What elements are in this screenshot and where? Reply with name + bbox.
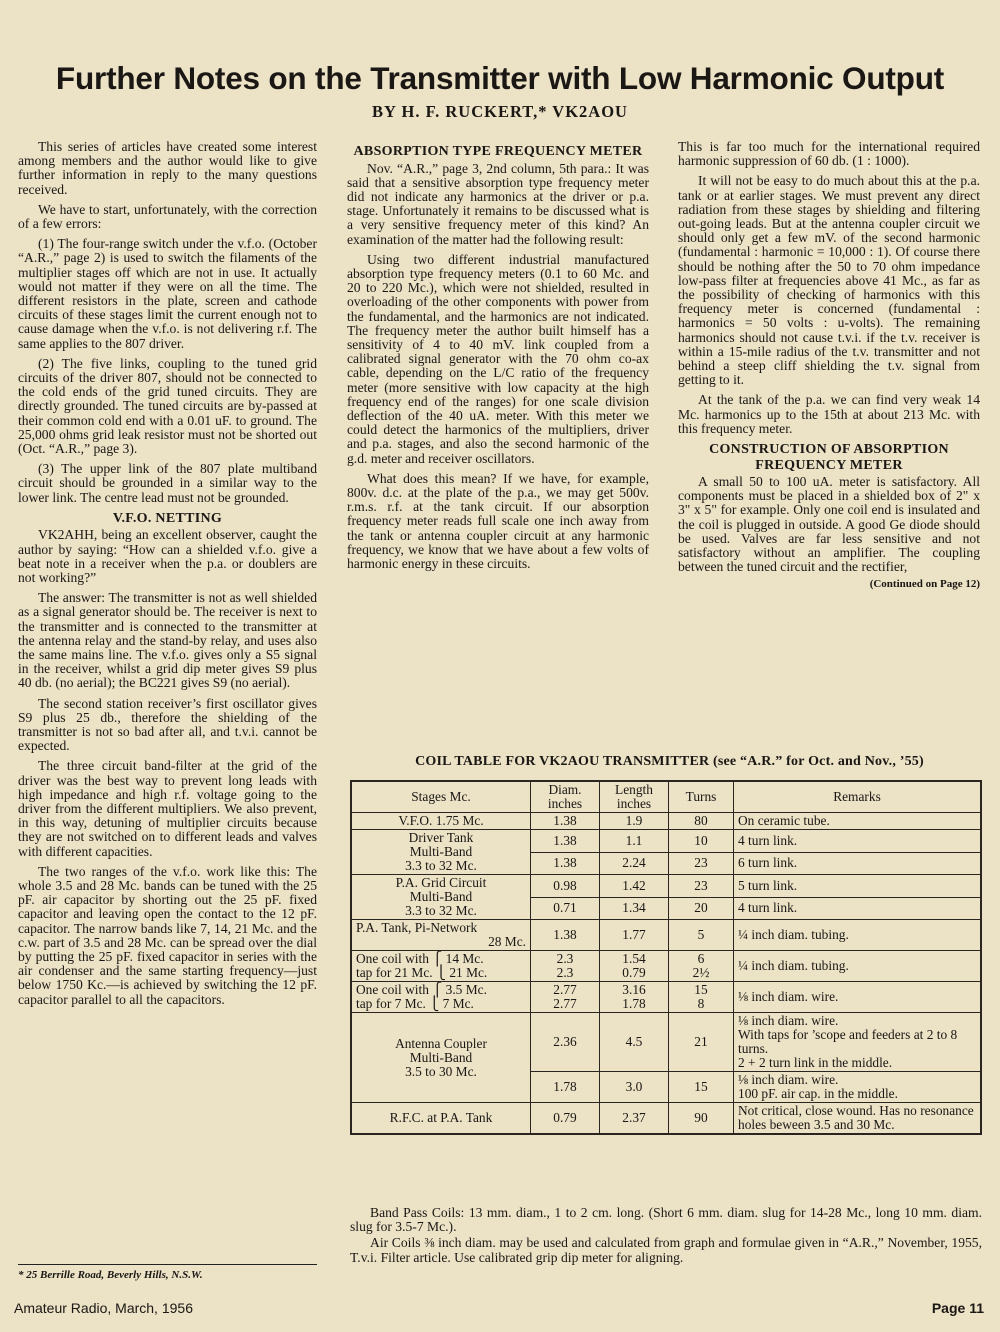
cell-length: 1.42 bbox=[600, 875, 669, 898]
table-header-row bbox=[351, 781, 981, 813]
cell-remark: Not critical, close wound. Has no resonance holes beween 3.5 and 30 Mc. bbox=[734, 1103, 982, 1135]
cell-stage: V.F.O. 1.75 Mc. bbox=[351, 813, 531, 830]
cell-length: 3.0 bbox=[600, 1072, 669, 1103]
stage-line: 28 Mc. bbox=[488, 934, 526, 949]
cell-length bbox=[600, 982, 669, 1013]
cell-remark bbox=[734, 1072, 982, 1103]
paragraph: The three circuit band-filter at the grid of the driver was the best way to prevent long leads with high impedance and high r.f. voltage going to the driver from the different multipliers. We also prevent, in this way, detuning of multiplier circuits because they are not switched on to different leads and valves with different capacities. bbox=[18, 758, 317, 859]
header-remarks: Remarks bbox=[734, 781, 982, 813]
cell-turns bbox=[669, 951, 734, 982]
table-row bbox=[351, 1103, 981, 1135]
continued-note: (Continued on Page 12) bbox=[869, 578, 980, 591]
cell-diam: 0.71 bbox=[531, 897, 600, 920]
table-row bbox=[351, 830, 981, 853]
cell-length: 2.37 bbox=[600, 1103, 669, 1135]
value-line: 2½ bbox=[692, 965, 710, 980]
stage-line: Antenna Coupler bbox=[395, 1035, 487, 1051]
cell-turns bbox=[669, 982, 734, 1013]
value-line: 2.3 bbox=[556, 951, 574, 966]
section-heading: V.F.O. NETTING bbox=[112, 510, 223, 526]
cell-remark: On ceramic tube. bbox=[734, 813, 982, 830]
section-heading: ABSORPTION TYPE FREQUENCY METER bbox=[353, 144, 643, 159]
remark-line: 2 + 2 turn link in the middle. bbox=[738, 1055, 893, 1070]
article-title: Further Notes on the Transmitter with Low Harmonic Output bbox=[55, 60, 945, 96]
stage-line: tap for 21 Mc. ⎩ 21 Mc. bbox=[356, 965, 488, 980]
stage-line: One coil with ⎧ 3.5 Mc. bbox=[356, 982, 487, 997]
paragraph: The second station receiver’s first oscillator gives S9 plus 25 db., therefore the shielding of the transmitter is not so bad after all, and t.v.i. cannot be expected. bbox=[18, 695, 317, 754]
cell-turns: 80 bbox=[669, 813, 734, 830]
cell-stage bbox=[351, 1013, 531, 1103]
paragraph: (3) The upper link of the 807 plate multiband circuit should be grounded in a similar way to the lower link. The centre lead must not be grounded. bbox=[18, 461, 317, 505]
remark-line: ⅛ inch diam. wire. bbox=[738, 1072, 839, 1087]
stage-line: Multi-Band bbox=[409, 889, 473, 904]
value-line: 2.77 bbox=[553, 982, 577, 997]
value-line: 2.77 bbox=[553, 996, 577, 1011]
table-row bbox=[351, 951, 981, 982]
author-footnote: * 25 Berrille Road, Beverly Hills, N.S.W. bbox=[18, 1264, 317, 1281]
stage-line: 3.3 to 32 Mc. bbox=[405, 903, 477, 918]
paragraph: The answer: The transmitter is not as well shielded as a signal generator should be. The receiver is next to the transmitter and is connected to the transmitter at the antenna relay and the stand-by relay, and uses also the same mains line. The v.f.o. gives only a S5 signal in the receiver, whilst a grid dip meter gives S9 plus 40 db. (no aerial); the BC221 gives S9 (no aerial). bbox=[18, 590, 317, 691]
coil-table bbox=[350, 780, 982, 1135]
cell-diam: 1.38 bbox=[531, 920, 600, 951]
cell-stage: R.F.C. at P.A. Tank bbox=[351, 1103, 531, 1135]
paragraph: (1) The four-range switch under the v.f.o. (October “A.R.,” page 2) is used to switch the filaments of the multiplier stages off which are not in use. It actually would not matter if they were on all the time. The different resistors in the plate, screen and cathode circuits of these stages limit the current enough not to cause damage when the v.f.o. is not delivering r.f. The same applies to the 807 driver. bbox=[18, 236, 317, 351]
cell-diam: 0.98 bbox=[531, 875, 600, 898]
paragraph: Using two different industrial manufactured absorption type frequency meters (0.1 to 60 Mc. and 20 to 220 Mc.), which were not shielded, resulted in overloading of the other components with power from the fundamental, and the harmonics are not indicated. The frequency meter the author built himself has a sensitivity of 4 to 40 mV. link coupled from a calibrated signal generator with the 70 ohm co-ax cable, depending on the L/C ratio of the frequency meter (more sensitive with low capacity at the high frequency end of the ranges) for one scale division deflection of the 40 uA. meter. With this meter we could detect the harmonics of the multipliers, driver and p.a. stages, and also the second harmonic of the g.d. meter and receiver oscillators. bbox=[347, 251, 649, 466]
column-2 bbox=[347, 140, 649, 577]
cell-length: 4.5 bbox=[600, 1013, 669, 1072]
page-number: Page 11 bbox=[931, 1300, 984, 1316]
cell-remark: ⅛ inch diam. wire. bbox=[734, 982, 982, 1013]
cell-diam: 1.38 bbox=[531, 830, 600, 853]
paragraph: (2) The five links, coupling to the tuned grid circuits of the driver 807, should not be connected to the cold ends of the grid tuned circuits. They are directly grounded. The tuned circuits are by-passed at their common cold end with a 0.01 uF. to ground. The 25,000 ohms grid leak resistor must not be shorted out (Oct. “A.R.,” page 3). bbox=[18, 355, 317, 457]
cell-stage bbox=[351, 830, 531, 875]
paragraph: What does this mean? If we have, for example, 800v. d.c. at the plate of the p.a., we may get 500v. r.m.s. r.f. at the tank circuit. If our absorption frequency meter reads full scale one inch away from the tank or antenna coupler circuit at any harmonic frequency, we know that we have about a few volts of harmonic energy in these circuits. bbox=[347, 470, 649, 571]
paragraph: We have to start, unfortunately, with the correction of a few errors: bbox=[18, 201, 317, 232]
remark-line: ⅛ inch diam. wire. bbox=[738, 1013, 839, 1028]
section-heading: CONSTRUCTION OF ABSORPTION FREQUENCY METER bbox=[709, 442, 949, 473]
cell-length bbox=[600, 951, 669, 982]
table-row bbox=[351, 1013, 981, 1072]
cell-turns: 5 bbox=[669, 920, 734, 951]
value-line: 2.3 bbox=[556, 965, 574, 980]
stage-line: Multi-Band bbox=[409, 844, 473, 859]
column-1 bbox=[18, 140, 317, 1013]
coil-notes bbox=[350, 1206, 982, 1267]
value-line: 3.16 bbox=[622, 982, 646, 997]
cell-remark: 5 turn link. bbox=[734, 875, 982, 898]
stage-line: 3.5 to 30 Mc. bbox=[405, 1063, 477, 1079]
stage-line: tap for 7 Mc. ⎩ 7 Mc. bbox=[356, 996, 474, 1011]
header-diam: Diam. inches bbox=[531, 781, 600, 813]
header-turns: Turns bbox=[669, 781, 734, 813]
paragraph: This is far too much for the international required harmonic suppression of 60 db. (1 : 1000). bbox=[678, 139, 980, 169]
value-line: 6 bbox=[697, 951, 705, 966]
cell-turns: 23 bbox=[669, 875, 734, 898]
remark-line: 100 pF. air cap. in the middle. bbox=[738, 1086, 898, 1101]
cell-turns: 10 bbox=[669, 830, 734, 853]
publication-info: Amateur Radio, March, 1956 bbox=[14, 1300, 193, 1316]
cell-remark bbox=[734, 1013, 982, 1072]
cell-diam bbox=[531, 982, 600, 1013]
table-row bbox=[351, 920, 981, 951]
cell-turns: 20 bbox=[669, 897, 734, 920]
table-row bbox=[351, 813, 981, 830]
paragraph: VK2AHH, being an excellent observer, caught the author by saying: “How can a shielded v.f.o. give a beat note in a receiver when the p.a. or doublers are not working?” bbox=[18, 527, 317, 585]
cell-length: 1.34 bbox=[600, 897, 669, 920]
paragraph: At the tank of the p.a. we can find very weak 14 Mc. harmonics up to the 15th at about 213 Mc. with this frequency meter. bbox=[678, 392, 980, 436]
cell-length: 1.9 bbox=[600, 813, 669, 830]
stage-line: One coil with ⎧ 14 Mc. bbox=[356, 951, 484, 966]
cell-turns: 21 bbox=[669, 1013, 734, 1072]
cell-turns: 90 bbox=[669, 1103, 734, 1135]
paragraph: A small 50 to 100 uA. meter is satisfactory. All components must be placed in a shielded box of 2" x 3" x 5" for example. Only one coil end is insulated and the coil is plugged in outside. A good Ge diode should be used. Valves are far less sensitive and not satisfactory without an amplifier. The coupling between the tuned circuit and the rectifier, bbox=[678, 474, 980, 575]
cell-diam: 0.79 bbox=[531, 1103, 600, 1135]
cell-length: 1.1 bbox=[600, 830, 669, 853]
note-paragraph: Air Coils ⅜ inch diam. may be used and calculated from graph and formulae given in “A.R.,” November, 1955, T.v.i. Filter article. Use calibrated grip dip meter for aligning. bbox=[350, 1235, 982, 1265]
table-row bbox=[351, 875, 981, 898]
cell-diam bbox=[531, 951, 600, 982]
value-line: 1.78 bbox=[622, 996, 646, 1011]
column-3 bbox=[678, 140, 980, 592]
cell-stage bbox=[351, 920, 531, 951]
stage-line: Multi-Band bbox=[409, 1049, 473, 1065]
cell-length: 1.77 bbox=[600, 920, 669, 951]
header-length: Length inches bbox=[600, 781, 669, 813]
cell-remark: ¼ inch diam. tubing. bbox=[734, 951, 982, 982]
cell-stage bbox=[351, 875, 531, 920]
cell-remark: 6 turn link. bbox=[734, 852, 982, 875]
stage-line: 3.3 to 32 Mc. bbox=[405, 858, 477, 873]
cell-turns: 15 bbox=[669, 1072, 734, 1103]
paragraph: Nov. “A.R.,” page 3, 2nd column, 5th para.: It was said that a sensitive absorption type frequency meter did not indicate any harmonics at the driver or p.a. stage. Unfortunately it remains to be discussed what is a very sensitive frequency meter of this kind? An examination of the matter had the following result: bbox=[347, 160, 649, 247]
cell-length: 2.24 bbox=[600, 852, 669, 875]
value-line: 8 bbox=[697, 996, 705, 1011]
paragraph: This series of articles have created some interest among members and the author would like to give further information in reply to the many questions received. bbox=[18, 139, 317, 197]
stage-line: Driver Tank bbox=[408, 830, 474, 845]
coil-table-heading: COIL TABLE FOR VK2AOU TRANSMITTER (see “A.R.” for Oct. and Nov., ’55) bbox=[415, 754, 924, 769]
cell-remark: ¼ inch diam. tubing. bbox=[734, 920, 982, 951]
cell-remark: 4 turn link. bbox=[734, 830, 982, 853]
cell-stage bbox=[351, 982, 531, 1013]
cell-diam: 2.36 bbox=[531, 1013, 600, 1072]
value-line: 1.54 bbox=[622, 951, 646, 966]
stage-line: P.A. Grid Circuit bbox=[395, 875, 487, 890]
value-line: 15 bbox=[694, 982, 708, 997]
cell-diam: 1.38 bbox=[531, 852, 600, 875]
cell-turns: 23 bbox=[669, 852, 734, 875]
cell-stage bbox=[351, 951, 531, 982]
cell-diam: 1.78 bbox=[531, 1072, 600, 1103]
note-paragraph: Band Pass Coils: 13 mm. diam., 1 to 2 cm. long. (Short 6 mm. diam. slug for 14-28 Mc., long 10 mm. diam. slug for 3.5-7 Mc.). bbox=[350, 1205, 982, 1235]
paragraph: The two ranges of the v.f.o. work like this: The whole 3.5 and 28 Mc. bands can be tuned with the 25 pF. air capacitor by shorting out the 25 pF. fixed capacitor and leaving open the contact to the 12 pF. capacitor. The narrow bands like 7, 14, 21 Mc. and the c.w. part of 3.5 and 28 Mc. can be spread over the dial by putting the 25 pF. fixed capacitor in series with the air condenser and the same starting frequency—just below 1750 Kc.—is achieved by switching the 12 pF. capacitor parallel to all the capacitors. bbox=[18, 863, 317, 1007]
header-stages: Stages Mc. bbox=[351, 781, 531, 813]
stage-line: P.A. Tank, Pi-Network bbox=[356, 920, 478, 935]
remark-line: With taps for ’scope and feeders at 2 to 8 turns. bbox=[738, 1027, 958, 1056]
byline: BY H. F. RUCKERT,* VK2AOU bbox=[372, 102, 628, 121]
cell-diam: 1.38 bbox=[531, 813, 600, 830]
cell-remark: 4 turn link. bbox=[734, 897, 982, 920]
table-row bbox=[351, 982, 981, 1013]
value-line: 0.79 bbox=[622, 965, 646, 980]
paragraph: It will not be easy to do much about this at the p.a. tank or at earlier stages. We must prevent any direct radiation from these stages by shielding and filtering out-going leads. But at the antenna coupler circuit we should only get a few mV. of the second harmonic (fundamental : harmonic = 10,000 : 1). Of course there should be nothing after the 50 to 70 ohm impedance low-pass filter at frequencies above 41 Mc., as far as the possibility of checking of harmonics with this frequency meter is concerned (fundamental : harmonics = 50 volts : u-volts). The remaining harmonics should not cause t.v.i. if the t.v. receiver is within a 15-mile radius of the t.v. transmitter and not behind a steep cliff shielding the t.v. signal from getting to it. bbox=[678, 173, 980, 388]
